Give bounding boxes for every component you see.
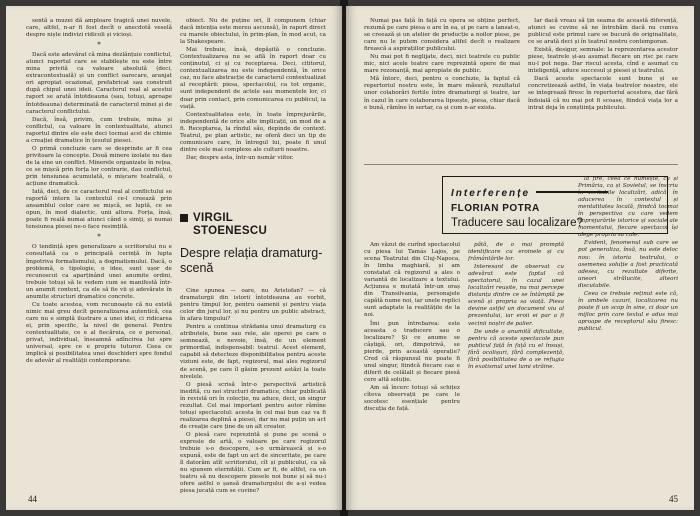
left-column-2-bottom [180,288,326,496]
paragraph: O primă concluzie care se desprinde ar fi cea privitoare la concepte. Două minere izolate nu dau de la sine un conflict. Minerele organizate în rețea, ce se mișcă prin forța lor contrarie, dau conflictul, prin tensiunea acumulată, o mișcare teatrală, o acțiune dramatică. [26,145,172,188]
separator-star: * [97,41,101,50]
section-divider [364,164,678,165]
paragraph: De unde o anumită dificultate, pentru că aceste spectacole pun publicul față în față cu el însuși, fără ocolișuri, fără complezență, fără posibilitatea de a se refugia în exotismul unei lumi străine. [468,328,564,370]
paragraph: Există, desigur, semnale: la reprezentarea acestor piese, teatrele și-au asumat fiecare un risc pe care nu-l pot nega. Dar riscul acesta, cînd e asumat cu inteligență, aduce succesul și piesei și teatrului. [528,47,678,75]
page-number-right: 45 [669,494,678,504]
paragraph: pătă, de o mai promptă identificare cu eroinele și cu frământările lor. [468,242,564,263]
page-number-left: 44 [28,494,37,504]
paragraph: Evident, fenomenul sub care se pot generaliza, însă, nu este deloc nou: în istoria teatrului, o asemenea soluție a fost practicată adesea, cu rezultate diferite, uneori strălucite, alteori discutabile. [578,240,678,289]
paragraph: Nu mai pot fi neglijate, deci, nici teatrele cu public mic, nici acele teatre care reprezintă opere de mai mare rezonanță, mai apropiate de public. [364,54,520,75]
box-author: FLORIAN POTRA [451,203,540,214]
left-column-2-top [180,18,326,178]
paragraph: O tendință spre generalizare a scriitorului nu e consultată ca o principală cerință în lupta împotriva formalismului, a dogmatismului. Dacă, o problemă, o tipologie, o idee, sunt ușor de recunoscut ca aparținând unei anumite ordini, trebuie totuși să le vedem cum se manifestă într-un anumit context, ca ele să fie vii și adevărate în anumite structuri dramatice concrete. [26,244,172,300]
right-page [346,6,694,510]
paragraph: Mă întorc, deci, pentru o concluzie, la faptul că repertoriul nostru este, în mare măsură, rezultatul unor colaborări fertile între dramaturgi și teatre, iar în cazul în care colaborarea lipsește, piesa, chiar dacă e bună, rămîne în sertar, ca și cum n-ar exista. [364,76,520,111]
paragraph: Contextualitatea este, în toate împrejurările, independentă de orice alte implicații, un mod de a fi. Receptarea, la rîndul său, depinde de context. Teatrul, pe plan artistic, ne oferă deci un tip de comunicare care, în întregul lui, poate fi unul dintre cele mai complexe ale culturii noastre. [180,111,326,153]
separator-star: * [97,233,101,242]
right-bottom-column-1 [364,242,460,492]
paragraph: O piesă care reprezintă și pune pe scenă o expresie de artă, o valoare pe care regizorul trebuie s-o descopere, s-o urmărească și s-o expună, este de fapt un act de sinceritate, pe care îl datorăm atît scriitorului, cît și publicului, ca să nu spunem eternității. Cum ar fi, de altfel, ca un teatru să nu descopere piesele noi bune și să nu-i ofere astfel o șansă dramaturgului de a-și vedea piesa jucată cum se cuvine? [180,431,326,495]
article-author [180,212,330,238]
left-column-1 [26,18,172,496]
paragraph: Cu toate acestea, vom recunoaște că nu există nimic mai greu decît generalizarea autentică, cea care nu e simplă ilustrare a unei idei, ci ridicarea ei, prin specific, la nivel de general. Pentru contextualitate, ce e al fiecăruia, ce e personal, privat, individual, înseamnă adîncirea lui spre universal, spre ce e propriu tuturor. Ceea ce implică și posibilitatea unei deschideri spre fondul de adevăr al realității contemporane. [26,301,172,365]
box-title: Traducere sau localizare? [451,217,583,229]
left-page [6,6,342,510]
article-heading [180,212,330,276]
right-bottom-column-2 [468,242,564,492]
paragraph: Dacă aceste spectacole sunt bune și se concretizează astfel, în viața teatrelor noastre, ele se integrează firesc în repertoriul acestora, dar fără îndoială că nu mai pot fi scoase, fiindcă viața lor a intrat deja în conștiința publicului. [528,76,678,111]
paragraph: Am să încerc totuși să schițez cîteva observații pe care le socotesc esențiale pentru discuția de față. [364,384,460,413]
paragraph: Dacă, însă, privim, cum trebuie, mina și conflictul, ca valoare în contextualitate, atunci raportul dintre ele este deci tocmai acel de chimie a creației dramatice în țesutul piesei. [26,116,172,144]
author-last-name: STOENESCU [193,225,268,237]
paragraph: Am văzut de curînd spectacolul cu piesa lui Tamás Lajos, pe scena Teatrului din Cluj-Napoca, în limba maghiară, și am constatat că regizorul a ales o variantă de localizare a textului. Acțiunea e mutată într-un oraș din Transilvania, personajele capătă nume noi, iar unele replici sunt adaptate la realitățile de la noi. [364,242,460,319]
paragraph: la fire, ceea ce numește, ca și Primăria, ca și Sovietul, se înscriu în veritabile localizări, adică, în aducerea în contextul și mentalitatea locală, fiindcă tocmai în perspectiva cu care vedem împrejurările istorice și sociale ale momentului, fiecare spectacol își alege propria sa cale. [578,176,678,239]
right-top-column-2 [528,18,678,158]
article-title: Despre relația dramaturg-scenă [180,246,323,275]
paragraph: obiect. Nu de puține ori, îl compunem (chiar dacă intenția este mereu ascunsă), în raport direct cu marele obiectului, în prim-plan, în mod acut, ca la Shakespeare. [180,18,326,46]
right-bottom-column-3 [578,176,678,476]
paragraph: Iată, deci, de ce caracterul real al conflictului se raportă intern la contextul ce-l creează prin ansamblul celor care se mișcă, se luptă, ce se opun, în mod dialectic, unii altora. Forța, însă, poate fi reală numai atunci când o simți, și numai tensiunea piesei ne-o face resimțită. [26,189,172,231]
rubric-label: Interferențe [451,188,531,199]
paragraph: sentă a muzei dă amploare tragică unei nuvele, care, altfel, n-ar fi fost decît o anecdotă veselă despre niște indivizi ridicoli și vicioși. [26,18,172,39]
paragraph: Cine spunea — oare, nu Aristofan? — că dramaturgii din istorii întotdeauna au vorbit, pentru timpul lor, pentru oamenii și pentru viața celor din jurul lor, și nu pentru un public abstract, în afara timpului? [180,288,326,323]
paragraph: Dar, despre asta, într-un număr viitor. [186,154,294,161]
paragraph: Pentru a continua strădania unui dramaturg cu atributele, bune sau rele, ale operei pe care o semnează, e nevoie, însă, de un element primordial, indispensabil: teatrul. Acest element, capabil să detecteze disponibilitatea pentru aceste viziuni este, de fapt, regizorul, mai ales regizorul de scenă, pe care îl găsim prezent astăzi la toate nivelele. [180,324,326,380]
paragraph: Iar dacă vreau să țin seama de această diferență, atunci se cuvine să ne întrebăm dacă nu cumva publicul este primul care se bucură de originalitate, ce se arată deci și în teatrul nostru contemporan. [528,18,678,46]
paragraph: Îmi pun întrebarea: este aceasta o traducere sau o localizare? Și ce anume se câștigă, ori, dimpotrivă, se pierde, prin această operație? Cred că răspunsul nu poate fi unul singur, fiindcă fiecare caz e diferit de celălalt și fiecare piesă cere altă soluție. [364,320,460,383]
paragraph: Dacă este adevărat că mina dezlănțuie conflictul, atunci raportul care se stabilește nu este între mina privită ca valoare absolută (deci, extracontextuală) și un conflict oarecare, aranjat ori apropiat ocazional, prefabricat sau construit după chipul unei ideii. Caracterul real al acestui raport se arată întotdeauna (sau, totuși, aproape întotdeauna) determinată de caracterul minei și de caracterul conflictului. [26,52,172,115]
paragraph: O piesă scrisă într-o perspectivă artistică inedită, cu noi structuri dramatice, chiar publicată în revistă ori în colecție, nu aduce, deci, un singur rezultat. Cel mai important pentru autor rămîne totuși spectacolul: acesta în cel mai bun caz va fi realizarea deplină a piesei, dar nu mai puțin un act de creație care ține de un alt creator. [180,381,326,430]
square-bullet-icon [180,214,188,222]
paragraph: Numai pas față în față cu opera se obține perfect, rezumă pe care piesa o are în ea, și pe care a lansat-o, se creează și un atelier de producție a noilor piese, pe care nu le putem considera altfel decît o realizare firească a aspirațiilor publicului. [364,18,520,53]
author-first-name: VIRGIL [193,212,234,224]
right-top-column-1 [364,18,520,158]
paragraph: Ceea ce trebuie reținut este că, în ambele cazuri, localizarea nu poate fi un scop în sine, ci doar un mijloc prin care textul e adus mai aproape de receptorul său firesc: publicul. [578,290,678,332]
paragraph: Interesant de observat cu adevărat este faptul că spectatorul, în cazul unei localizări reușite, nu mai percepe distanța dintre ce se întâmplă pe scenă și propria sa viață. Piesa devine astfel un document viu al prezentului, iar eroii ei par a fi vecinii noștri de palier. [468,264,564,327]
paragraph: Mai trebuie, însă, depășită o concluzie. Contextualizarea nu se află în raport doar cu conținutul, ci și cu receptarea. Deci, cititorul, contextualizarea nu este independentă, în orice caz, nu face abstracție de caracterul contextualizat al receptării: piesa, spectacolul, ca tot organic, sunt independent de actele sau momentele lor, ci doar prin contact, prin comunicarea cu publicul, ia viață. [180,47,326,110]
